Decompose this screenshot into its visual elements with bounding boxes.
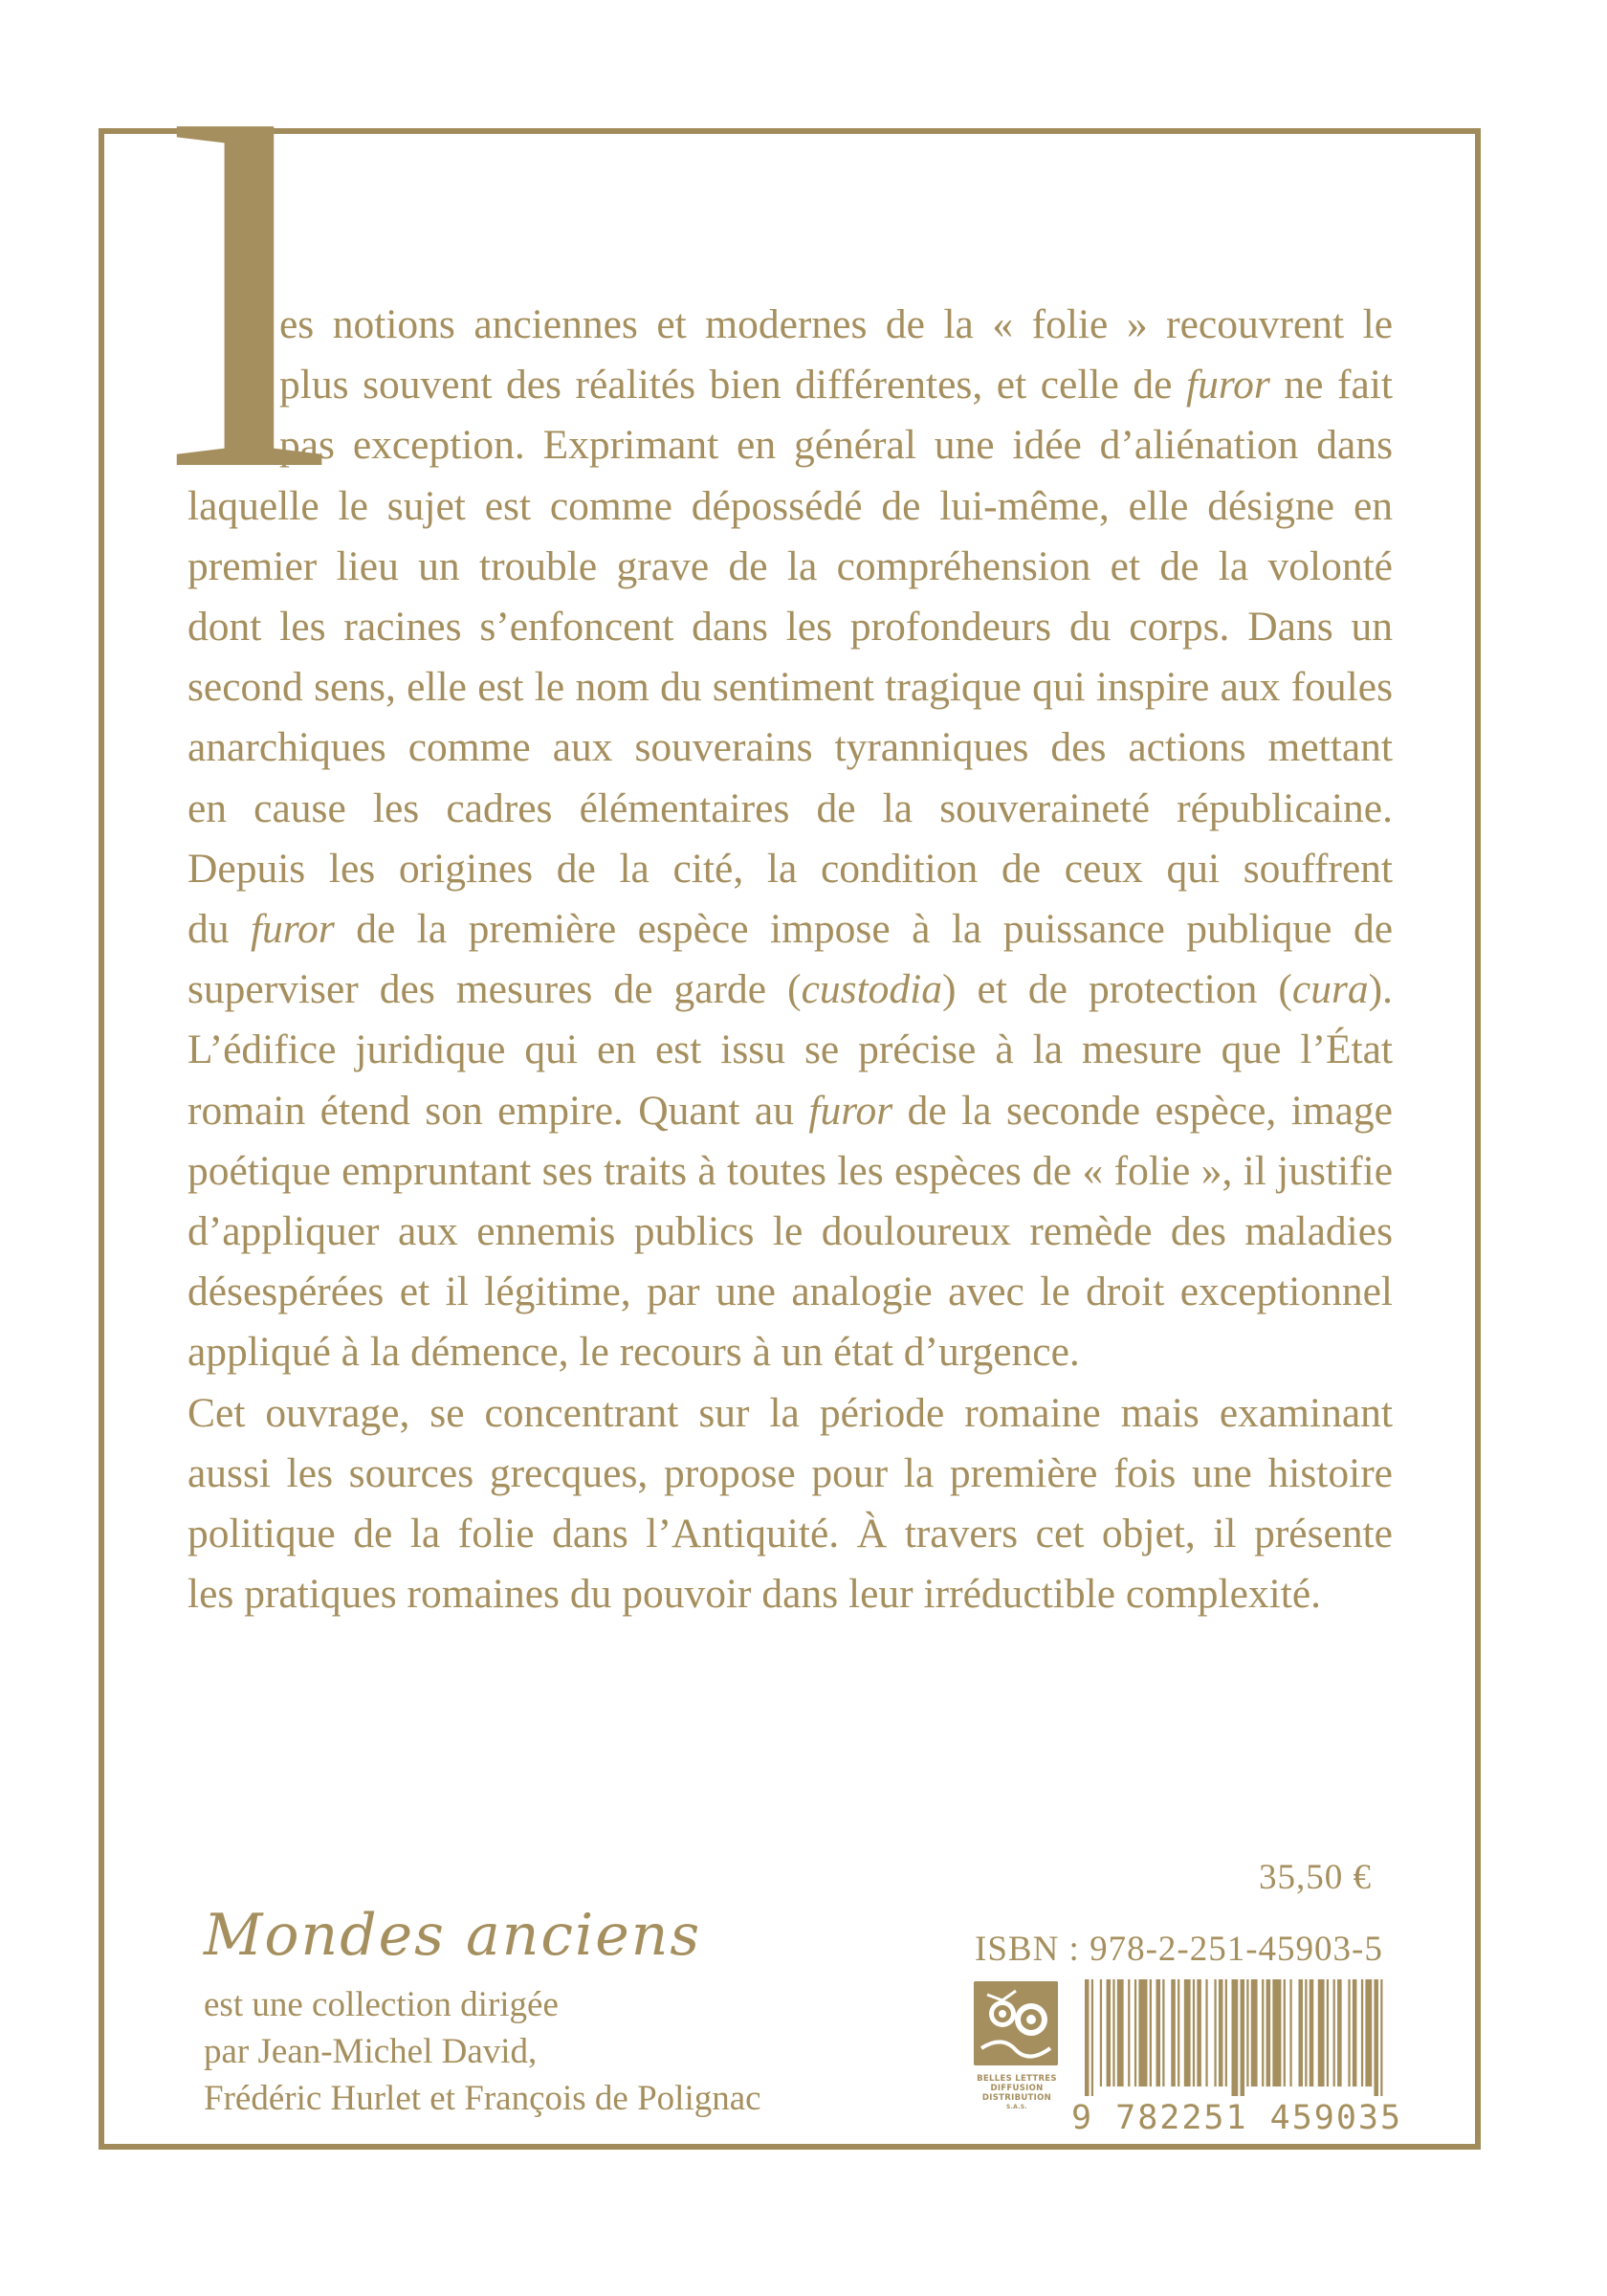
blurb-line: en cause les cadres élémentaires de la souveraineté républicaine.: [187, 784, 1393, 831]
barcode-bar: [1214, 1979, 1216, 2086]
barcode-bar: [1348, 1979, 1350, 2086]
barcode-bar: [1184, 1979, 1191, 2086]
barcode-bar: [1310, 1979, 1314, 2086]
collection-line: par Jean-Michel David,: [204, 2032, 538, 2071]
collection-line: est une collection dirigée: [204, 1985, 559, 2024]
barcode-bar: [1284, 1979, 1286, 2086]
barcode-bar: [1156, 1979, 1160, 2086]
blurb-line: plus souvent des réalités bien différentes, et celle de furor ne fait: [279, 362, 1393, 408]
collection-line: Frédéric Hurlet et François de Polignac: [204, 2079, 761, 2118]
barcode-bar: [1162, 1979, 1164, 2086]
blurb-line: Cet ouvrage, se concentrant sur la période romaine mais examinant: [187, 1389, 1393, 1436]
barcode-bar: [1178, 1979, 1179, 2086]
blurb-line: appliqué à la démence, le recours à un état d’urgence.: [187, 1329, 1080, 1376]
barcode-bar: [1266, 1979, 1271, 2086]
owl-logo-icon: [974, 1981, 1058, 2065]
barcode-bar: [1305, 1979, 1307, 2086]
blurb-line: les pratiques romaines du pouvoir dans leur irréductible complexité.: [187, 1571, 1322, 1618]
barcode-bar: [1272, 1979, 1281, 2086]
barcode-bar: [1085, 1979, 1090, 2096]
barcode-bar: [1353, 1979, 1357, 2086]
blurb-line: Depuis les origines de la cité, la condition de ceux qui souffrent: [187, 845, 1393, 892]
barcode-bars: [1085, 1979, 1387, 2096]
barcode-bar: [1112, 1979, 1114, 2086]
barcode-bar: [1205, 1979, 1207, 2086]
barcode-bar: [1150, 1979, 1152, 2086]
blurb-line: politique de la folie dans l’Antiquité. À travers cet objet, il présente: [187, 1511, 1393, 1557]
blurb-line: es notions anciennes et modernes de la « folie » recouvrent le: [279, 301, 1393, 347]
barcode-bar: [1262, 1979, 1264, 2086]
barcode-bar: [1361, 1979, 1363, 2086]
price-label: 35,50 €: [1259, 1858, 1372, 1897]
blurb-line: superviser des mesures de garde (custodia) et de protection (cura).: [187, 966, 1394, 1013]
barcode-bar: [1100, 1979, 1102, 2086]
barcode-bar: [1318, 1979, 1325, 2086]
barcode-bar: [1107, 1979, 1112, 2086]
blurb-line: du furor de la première espèce impose à la puissance publique de: [187, 906, 1393, 953]
isbn-barcode: [1071, 1979, 1403, 2140]
blurb-line: aussi les sources grecques, propose pour la première fois une histoire: [187, 1449, 1393, 1496]
barcode-bar: [1231, 1979, 1238, 2096]
blurb-line: anarchiques comme aux souverains tyranniques des actions mettant: [187, 724, 1393, 771]
blurb-line: L’édifice juridique qui en est issu se précise à la mesure que l’État: [187, 1027, 1393, 1073]
barcode-bar: [1337, 1979, 1342, 2086]
blurb-line: désespérées et il légitime, par une analogie avec le droit exceptionnel: [187, 1269, 1393, 1315]
barcode-bar: [1197, 1979, 1201, 2086]
barcode-bar: [1333, 1979, 1335, 2086]
barcode-bar: [1251, 1979, 1258, 2086]
blurb-line: romain étend son empire. Quant au furor de la seconde espèce, image: [187, 1087, 1393, 1134]
barcode-bar: [1193, 1979, 1195, 2086]
drop-cap-letter: l: [165, 32, 335, 571]
blurb-line: pas exception. Exprimant en général une idée d’aliénation dans: [279, 422, 1393, 469]
blurb-line: dont les racines s’enfoncent dans les profondeurs du corps. Dans un: [187, 604, 1393, 651]
blurb-line: second sens, elle est le nom du sentiment tragique qui inspire aux foules: [187, 664, 1393, 711]
barcode-bar: [1298, 1979, 1303, 2086]
blurb-line: laquelle le sujet est comme dépossédé de lui-même, elle désigne en: [187, 482, 1393, 529]
barcode-bar: [1134, 1979, 1136, 2086]
barcode-bar: [1091, 1979, 1093, 2096]
barcode-bar: [1241, 1979, 1245, 2096]
blurb-line: poétique empruntant ses traits à toutes les espèces de « folie », il justifie: [187, 1147, 1393, 1194]
barcode-bar: [1117, 1979, 1124, 2086]
barcode-bar: [1380, 1979, 1382, 2096]
barcode-bar: [1289, 1979, 1291, 2086]
barcode-bar: [1246, 1979, 1248, 2086]
barcode-bar: [1138, 1979, 1147, 2086]
blurb-line: d’appliquer aux ennemis publics le douloureux remède des maladies: [187, 1208, 1393, 1255]
barcode-bar: [1219, 1979, 1223, 2086]
collection-name: Mondes anciens: [204, 1902, 702, 1969]
barcode-bar: [1225, 1979, 1227, 2086]
barcode-bar: [1171, 1979, 1176, 2086]
collection-info: [204, 1902, 761, 2122]
blurb-line: premier lieu un trouble grave de la compréhension et de la volonté: [187, 542, 1393, 589]
barcode-bar: [1374, 1979, 1378, 2096]
barcode-bar: [1365, 1979, 1372, 2086]
publisher-logo: [974, 1981, 1060, 2120]
isbn-label: ISBN : 978-2-251-45903-5: [975, 1930, 1383, 1969]
barcode-digits: 9 782251 459035: [1071, 2099, 1403, 2137]
publisher-logo-text: BELLES LETTRES DIFFUSION DISTRIBUTION S.A.S.: [977, 2074, 1057, 2110]
back-cover-blurb: [187, 295, 1393, 1624]
barcode-bar: [1327, 1979, 1329, 2086]
barcode-bar: [1128, 1979, 1130, 2086]
